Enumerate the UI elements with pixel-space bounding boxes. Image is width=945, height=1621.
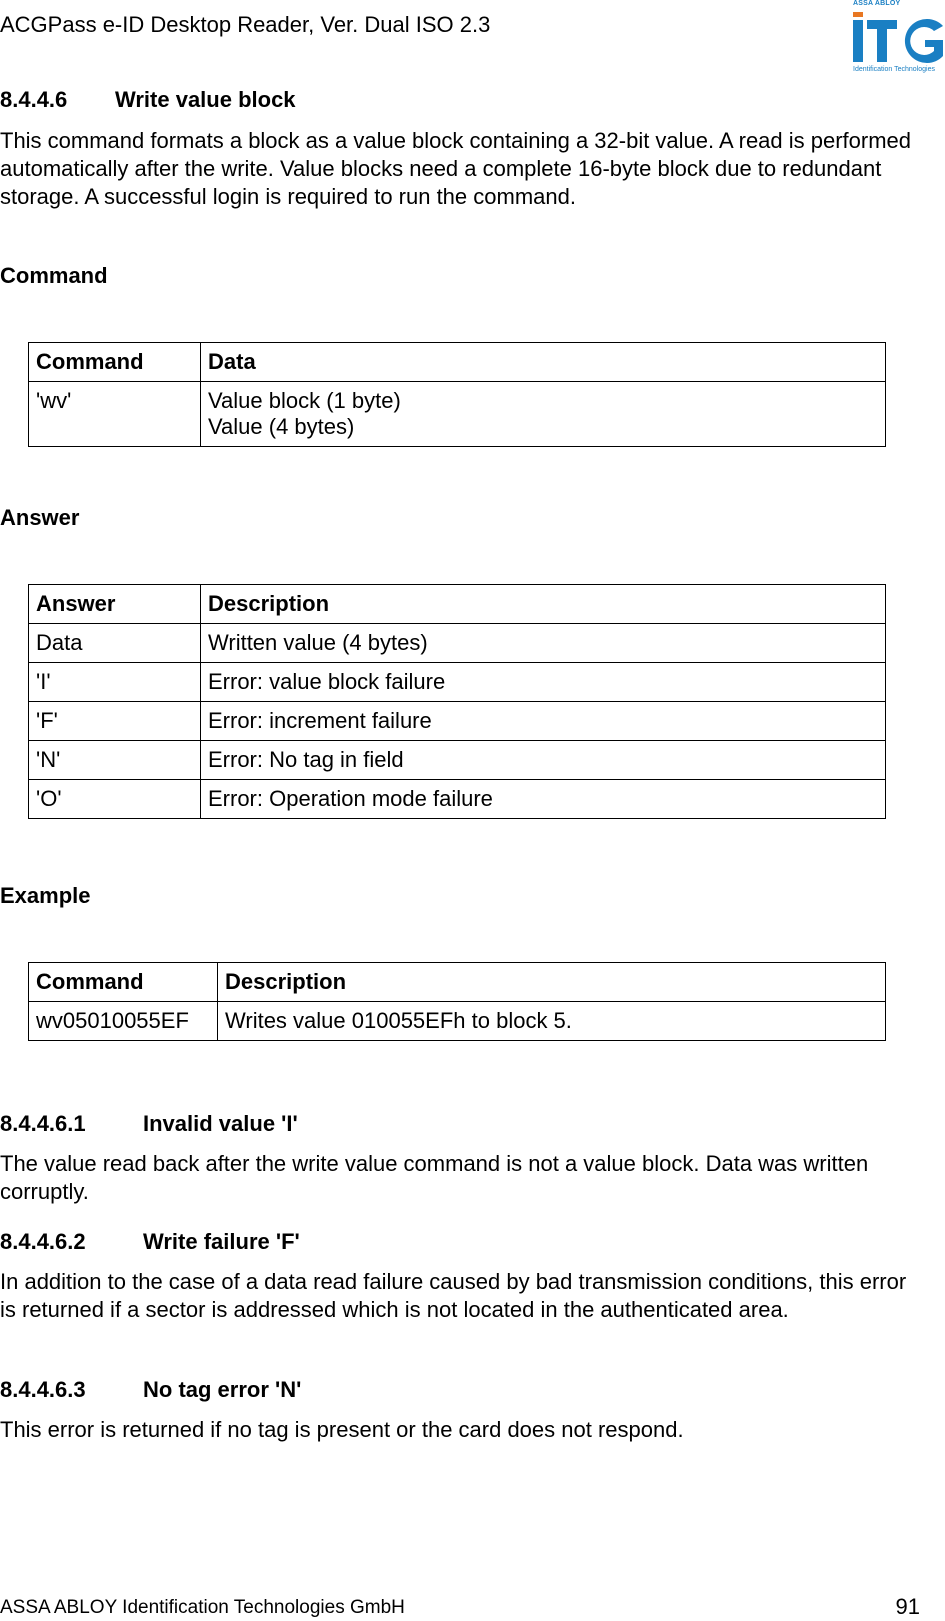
- table-row: [29, 663, 886, 702]
- section-heading: [0, 87, 296, 113]
- subsection-title: No tag error 'N': [143, 1377, 302, 1402]
- subsection-title: Invalid value 'I': [143, 1111, 298, 1136]
- subsection-number: 8.4.4.6.3: [0, 1377, 86, 1402]
- table-cell: 'O': [29, 780, 201, 819]
- table-cell: 'N': [29, 741, 201, 780]
- subsection-number: 8.4.4.6.1: [0, 1111, 86, 1136]
- table-cell: 'F': [29, 702, 201, 741]
- table-row: [29, 702, 886, 741]
- subsection-heading: [0, 1111, 298, 1137]
- table-row: [29, 382, 886, 447]
- data-line: Value (4 bytes): [208, 414, 355, 439]
- logo-sub-text: Identification Technologies: [853, 66, 935, 73]
- table-cell: Error: No tag in field: [201, 741, 886, 780]
- subsection-number: 8.4.4.6.2: [0, 1229, 86, 1254]
- document-header-title: ACGPass e-ID Desktop Reader, Ver. Dual ISO 2.3: [0, 12, 491, 37]
- command-label: Command: [0, 263, 108, 288]
- section-number: 8.4.4.6: [0, 87, 68, 112]
- footer-company: ASSA ABLOY Identification Technologies GmbH: [0, 1597, 405, 1618]
- table-row: [29, 624, 886, 663]
- table-header-cell: Command: [29, 343, 201, 382]
- table-cell: Error: increment failure: [201, 702, 886, 741]
- table-cell: Data: [29, 624, 201, 663]
- table-header-cell: Answer: [29, 585, 201, 624]
- subsection-body: [0, 1268, 915, 1324]
- subsection-body: [0, 1416, 915, 1444]
- subsection-text: The value read back after the write value command is not a value block. Data was written corruptly.: [0, 1151, 869, 1204]
- command-table: [28, 342, 886, 447]
- itg-logo: [853, 0, 945, 76]
- table-cell: 'wv': [29, 382, 201, 447]
- table-row: [29, 1002, 886, 1041]
- table-header-cell: Command: [29, 963, 218, 1002]
- section-intro: [0, 127, 915, 211]
- table-header-cell: Description: [218, 963, 886, 1002]
- subsection-heading: [0, 1377, 301, 1403]
- page-number: 91: [895, 1594, 920, 1619]
- table-header-row: [29, 963, 886, 1002]
- table-header-row: [29, 585, 886, 624]
- subsection-body: [0, 1150, 915, 1206]
- subsection-title: Write failure 'F': [143, 1229, 300, 1254]
- subsection-heading: [0, 1229, 300, 1255]
- subsection-text: This error is returned if no tag is present or the card does not respond.: [0, 1417, 684, 1442]
- section-title: Write value block: [115, 87, 296, 112]
- answer-table: [28, 584, 886, 819]
- table-header-row: [29, 343, 886, 382]
- answer-label: Answer: [0, 505, 80, 530]
- table-cell: Written value (4 bytes): [201, 624, 886, 663]
- example-table: [28, 962, 886, 1041]
- table-row: [29, 780, 886, 819]
- itg-logo-mark: [853, 12, 945, 66]
- table-header-cell: Description: [201, 585, 886, 624]
- subsection-text: In addition to the case of a data read failure caused by bad transmission conditions, this error is returned if a sector is addressed which is not located in the authenticated area.: [0, 1269, 907, 1322]
- table-cell: wv05010055EF: [29, 1002, 218, 1041]
- table-header-cell: Data: [201, 343, 886, 382]
- example-label: Example: [0, 883, 91, 908]
- table-cell: Error: value block failure: [201, 663, 886, 702]
- table-row: [29, 741, 886, 780]
- table-cell: 'I': [29, 663, 201, 702]
- data-line: Value block (1 byte): [208, 388, 401, 413]
- table-cell: Error: Operation mode failure: [201, 780, 886, 819]
- table-cell: [201, 382, 886, 447]
- table-cell: Writes value 010055EFh to block 5.: [218, 1002, 886, 1041]
- logo-top-text: ASSA ABLOY: [853, 0, 901, 7]
- section-intro-text: This command formats a block as a value block containing a 32-bit value. A read is performed automatically after the write. Value blocks need a complete 16-byte block due to redundant storage. A successful login is required to run the command.: [0, 128, 912, 209]
